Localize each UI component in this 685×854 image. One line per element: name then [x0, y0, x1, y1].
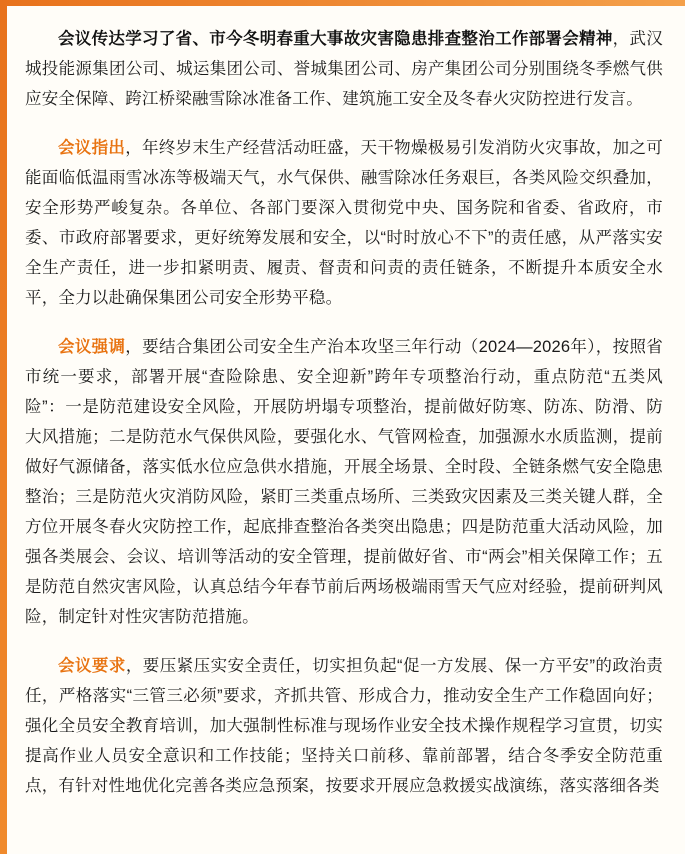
paragraph-4-text: ，要压紧压实安全责任，切实担负起“促一方发展、保一方平安”的政治责任，严格落实“三管三必须”要求，齐抓共管、形成合力，推动安全生产工作稳固向好；强化全员安全教育培训，加大强制性标准与现场作业安全技术操作规程学习宣贯，切实提高作业人员安全意识和工作技能；坚持关口前移、靠前部署，结合冬季安全防范重点，有针对性地优化完善各类应急预案，按要求开展应急救援实战演练，落实落细各类	[25, 657, 663, 795]
paragraph-1-text: ，武汉城投能源集团公司、城运集团公司、誉城集团公司、房产集团公司分别围绕冬季燃气供应安全保障、跨江桥梁融雪除冰准备工作、建筑施工安全及冬春火灾防控进行发言。	[25, 30, 663, 108]
paragraph-3	[25, 332, 663, 632]
paragraph-1	[25, 24, 663, 114]
paragraph-3-lead: 会议强调	[58, 338, 126, 356]
paragraph-4	[25, 651, 663, 801]
paragraph-1-lead: 会议传达学习了省、市今冬明春重大事故灾害隐患排查整治工作部署会精神	[58, 30, 613, 48]
paragraph-2-lead: 会议指出	[58, 139, 126, 157]
left-accent-bar	[0, 0, 7, 854]
paragraph-2	[25, 133, 663, 313]
document-body	[7, 6, 685, 854]
paragraph-2-text: ，年终岁末生产经营活动旺盛，天干物燥极易引发消防火灾事故，加之可能面临低温雨雪冰冻等极端天气，水气保供、融雪除冰任务艰巨，各类风险交织叠加，安全形势严峻复杂。各单位、各部门要深入贯彻党中央、国务院和省委、省政府，市委、市政府部署要求，更好统筹发展和安全，以“时时放心不下”的责任感，从严落实安全生产责任，进一步扣紧明责、履责、督责和问责的责任链条，不断提升本质安全水平，全力以赴确保集团公司安全形势平稳。	[25, 139, 663, 307]
paragraph-3-text: ，要结合集团公司安全生产治本攻坚三年行动（2024—2026年），按照省市统一要求，部署开展“查险除患、安全迎新”跨年专项整治行动，重点防范“五类风险”：一是防范建设安全风险，开展防坍塌专项整治，提前做好防寒、防冻、防滑、防大风措施；二是防范水气保供风险，要强化水、气管网检查，加强源水水质监测，提前做好气源储备，落实低水位应急供水措施，开展全场景、全时段、全链条燃气安全隐患整治；三是防范火灾消防风险，紧盯三类重点场所、三类致灾因素及三类关键人群，全方位开展冬春火灾防控工作，起底排查整治各类突出隐患；四是防范重大活动风险，加强各类展会、会议、培训等活动的安全管理，提前做好省、市“两会”相关保障工作；五是防范自然灾害风险，认真总结今年春节前后两场极端雨雪天气应对经验，提前研判风险，制定针对性灾害防范措施。	[25, 338, 663, 626]
paragraph-4-lead: 会议要求	[58, 657, 126, 675]
